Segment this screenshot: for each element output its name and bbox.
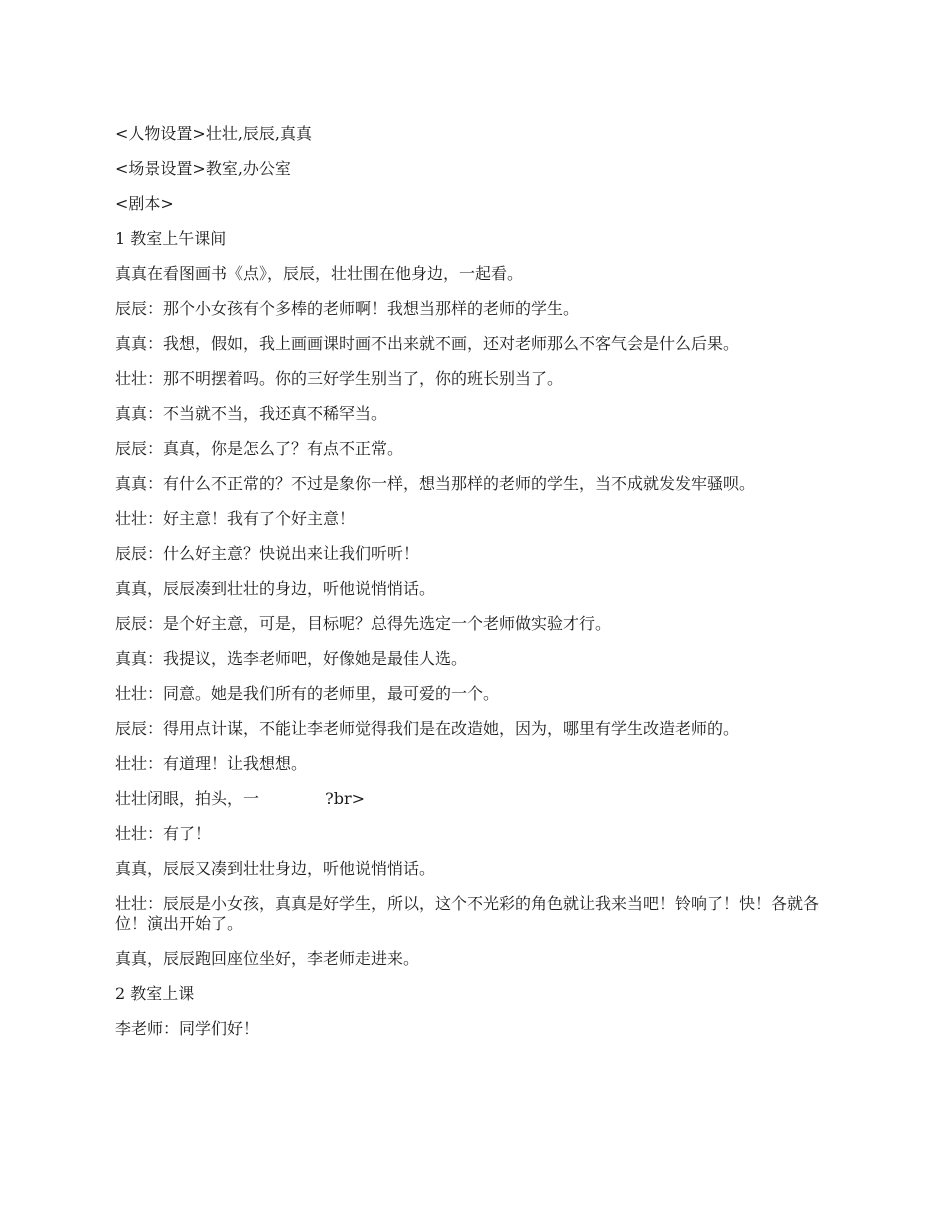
dialogue-line: 壮壮：那不明摆着吗。你的三好学生别当了，你的班长别当了。 xyxy=(115,369,564,388)
dialogue-line: 辰辰：真真，你是怎么了？有点不正常。 xyxy=(115,439,404,458)
stage-direction: 真真，辰辰又凑到壮壮身边，听他说悄悄话。 xyxy=(115,859,436,878)
scene-setting: <场景设置>教室,办公室 xyxy=(115,159,291,178)
script-heading: <剧本> xyxy=(115,194,174,213)
script-body xyxy=(115,124,835,1054)
scene-heading: 2 教室上课 xyxy=(115,984,195,1003)
dialogue-line: 李老师：同学们好！ xyxy=(115,1019,260,1038)
dialogue-line: 壮壮：好主意！我有了个好主意！ xyxy=(115,509,356,528)
dialogue-line: 真真：我想，假如，我上画画课时画不出来就不画，还对老师那么不客气会是什么后果。 xyxy=(115,334,740,353)
stage-direction: 真真，辰辰跑回座位坐好，李老师走进来。 xyxy=(115,949,420,968)
stage-direction: 真真在看图画书《点》，辰辰，壮壮围在他身边，一起看。 xyxy=(115,264,524,283)
cast-setting: <人物设置>壮壮,辰辰,真真 xyxy=(115,124,312,143)
dialogue-line: 真真：我提议，选李老师吧，好像她是最佳人选。 xyxy=(115,649,468,668)
dialogue-line: 辰辰：那个小女孩有个多棒的老师啊！我想当那样的老师的学生。 xyxy=(115,299,580,318)
stage-direction: 壮壮闭眼，拍头，一 ?br> xyxy=(115,789,365,808)
stage-direction: 真真，辰辰凑到壮壮的身边，听他说悄悄话。 xyxy=(115,579,436,598)
dialogue-line: 壮壮：同意。她是我们所有的老师里，最可爱的一个。 xyxy=(115,684,500,703)
dialogue-line: 真真：有什么不正常的？不过是象你一样，想当那样的老师的学生，当不成就发发牢骚呗。 xyxy=(115,474,756,493)
dialogue-line: 壮壮：辰辰是小女孩，真真是好学生，所以，这个不光彩的角色就让我来当吧！铃响了！快！各就各位！演出开始了。 xyxy=(115,894,820,933)
dialogue-line: 壮壮：有了！ xyxy=(115,824,212,843)
dialogue-line: 真真：不当就不当，我还真不稀罕当。 xyxy=(115,404,388,423)
dialogue-line: 壮壮：有道理！让我想想。 xyxy=(115,754,308,773)
dialogue-line: 辰辰：得用点计谋，不能让李老师觉得我们是在改造她，因为，哪里有学生改造老师的。 xyxy=(115,719,740,738)
scene-heading: 1 教室上午课间 xyxy=(115,229,227,248)
dialogue-line: 辰辰：是个好主意，可是，目标呢？总得先选定一个老师做实验才行。 xyxy=(115,614,612,633)
dialogue-line: 辰辰：什么好主意？快说出来让我们听听！ xyxy=(115,544,420,563)
